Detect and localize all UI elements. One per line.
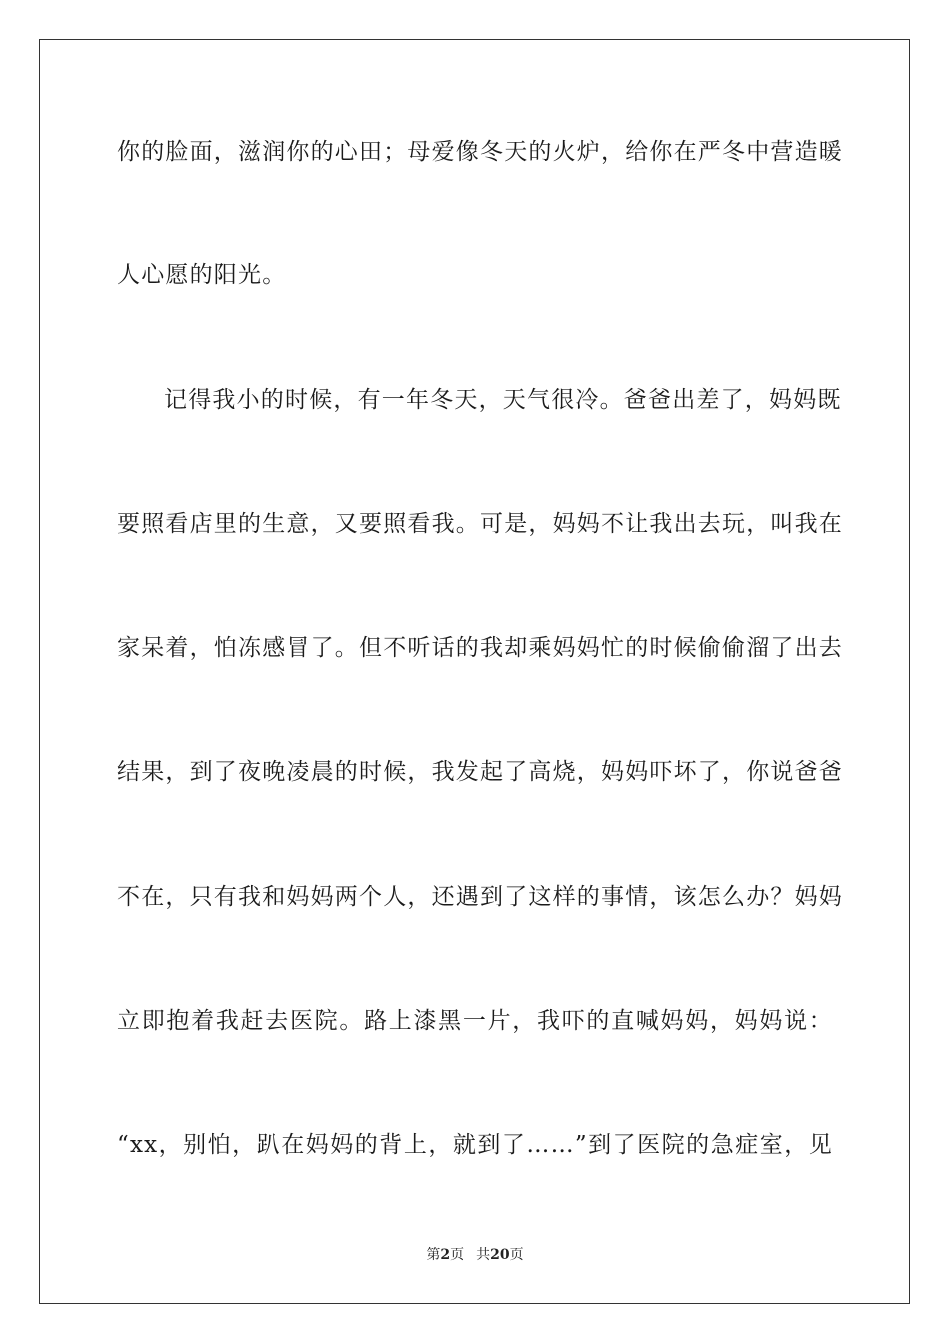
paragraph-line: 要照看店里的生意，又要照看我。可是，妈妈不让我出去玩，叫我在 [117, 511, 843, 537]
page-prefix: 第 [426, 1247, 441, 1263]
total-suffix: 页 [509, 1247, 524, 1263]
paragraph-line: 人心愿的阳光。 [117, 262, 287, 288]
page-border [39, 39, 910, 1304]
total-prefix: 共 [476, 1247, 491, 1263]
paragraph-line: 不在，只有我和妈妈两个人，还遇到了这样的事情，该怎么办？妈妈 [117, 884, 843, 910]
total-pages: 20 [490, 1247, 510, 1263]
paragraph-line: 家呆着，怕冻感冒了。但不听话的我却乘妈妈忙的时候偷偷溜了出去 [117, 635, 843, 661]
paragraph-line: 记得我小的时候，有一年冬天，天气很冷。爸爸出差了，妈妈既 [164, 387, 842, 413]
page-suffix: 页 [450, 1247, 465, 1263]
page-footer [0, 1246, 950, 1264]
paragraph-line: 立即抱着我赶去医院。路上漆黑一片，我吓的直喊妈妈，妈妈说： [117, 1008, 833, 1034]
paragraph-line: “xx，别怕，趴在妈妈的背上，就到了……”到了医院的急症室，见 [117, 1132, 833, 1158]
page-number: 2 [440, 1247, 451, 1263]
paragraph-line: 结果，到了夜晚凌晨的时候，我发起了高烧，妈妈吓坏了，你说爸爸 [117, 759, 843, 785]
paragraph-line: 你的脸面，滋润你的心田；母爱像冬天的火炉，给你在严冬中营造暖 [117, 139, 843, 165]
